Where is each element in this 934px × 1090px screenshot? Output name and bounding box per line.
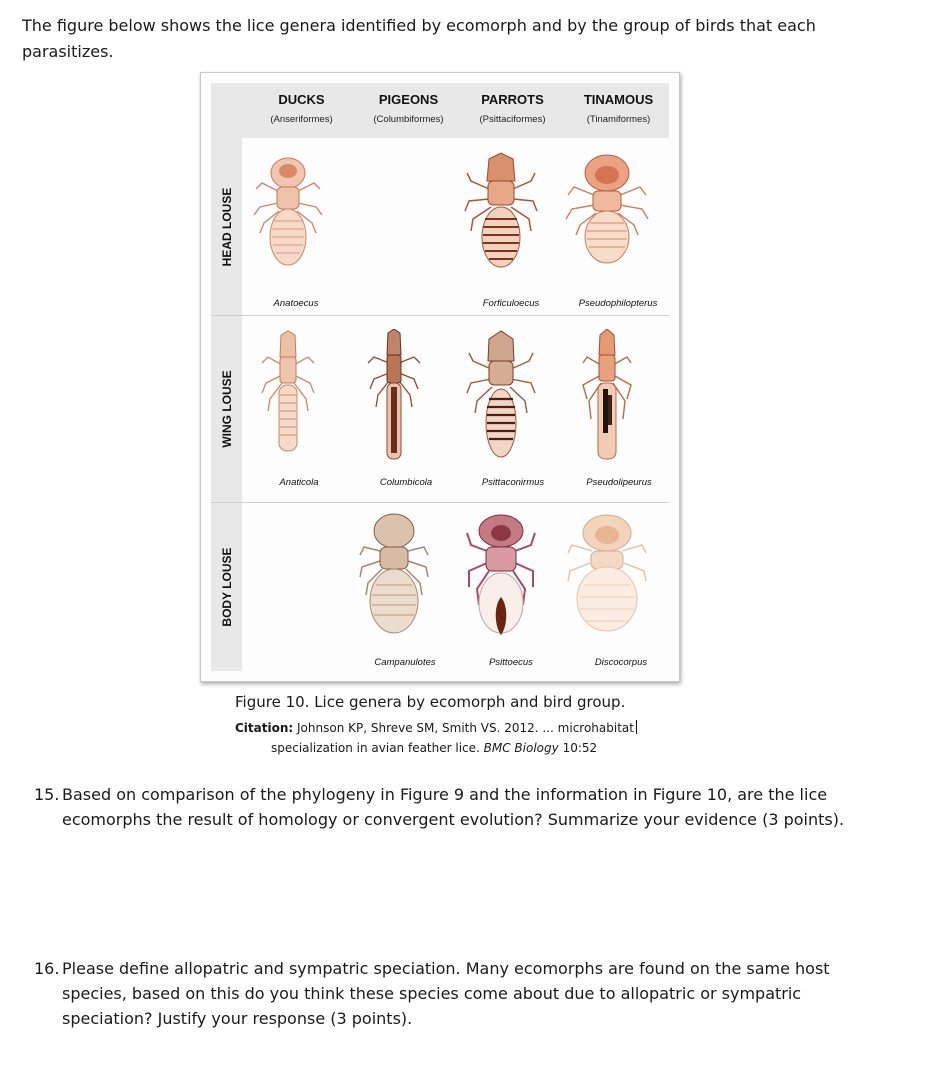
column-header-parrots [460, 91, 565, 128]
question-16 [34, 956, 884, 1031]
louse-image-pseudophilopterus [554, 151, 659, 276]
row-divider [211, 502, 669, 503]
column-name: TINAMOUS [583, 92, 654, 107]
column-order: (Anseriformes) [270, 114, 333, 125]
citation-line2 [235, 738, 695, 758]
column-header-ducks [249, 91, 354, 128]
lice-figure [200, 72, 680, 682]
question-number: 15. [34, 785, 60, 804]
genus-label: Psittaconirmus [481, 477, 545, 488]
genus-label: Forficuloecus [482, 298, 540, 309]
louse-image-forficuloecus [448, 151, 553, 276]
column-header-tinamous [566, 91, 671, 128]
question-number: 16. [34, 959, 60, 978]
figure-citation [235, 718, 695, 758]
genus-label: Campanulotes [374, 657, 436, 668]
genus-label: Columbicola [379, 477, 433, 488]
louse-image-discocorpus [554, 511, 659, 641]
genus-label: Pseudolipeurus [586, 477, 652, 488]
louse-image-anaticola [235, 329, 340, 467]
intro-text: The figure below shows the lice genera identified by ecomorph and by the group of birds that each parasitizes. [22, 16, 816, 61]
row-divider [211, 315, 669, 316]
citation-line1: Johnson KP, Shreve SM, Smith VS. 2012. ... microhabitat [293, 721, 634, 735]
question-text: Please define allopatric and sympatric speciation. Many ecomorphs are found on the same host species, based on this do you think these species come about due to allopatric or sympatric speciation? Justify your response (3 points). [62, 959, 830, 1028]
citation-journal: BMC Biology [483, 741, 559, 755]
row-label: HEAD LOUSE [219, 187, 234, 266]
louse-image-pseudolipeurus [554, 329, 659, 467]
louse-image-campanulotes [341, 511, 446, 641]
question-text: Based on comparison of the phylogeny in Figure 9 and the information in Figure 10, are the lice ecomorphs the result of homology or convergent evolution? Summarize your evidence (3 points). [62, 785, 845, 829]
genus-label: Discocorpus [594, 657, 648, 668]
column-order: (Columbiformes) [373, 114, 444, 125]
citation-ref: 10:52 [558, 741, 598, 755]
column-name: PIGEONS [378, 92, 439, 107]
column-header-pigeons [356, 91, 461, 128]
column-order: (Psittaciformes) [479, 114, 546, 125]
figure-caption: Figure 10. Lice genera by ecomorph and bird group. [235, 693, 626, 711]
genus-label: Anatoecus [273, 298, 319, 309]
row-label: BODY LOUSE [219, 547, 234, 627]
column-name: PARROTS [481, 92, 544, 107]
figure-header-band [211, 83, 669, 138]
text-cursor [636, 720, 637, 734]
column-name: DUCKS [278, 92, 325, 107]
row-label-body-louse [211, 503, 242, 671]
row-label: WING LOUSE [219, 370, 234, 448]
citation-label: Citation: [235, 721, 294, 735]
question-15 [34, 782, 884, 832]
column-order: (Tinamiformes) [586, 114, 651, 125]
louse-image-psittaconirmus [448, 329, 553, 467]
genus-label: Pseudophilopterus [578, 298, 658, 309]
genus-label: Anaticola [279, 477, 319, 488]
louse-image-anatoecus [235, 151, 340, 276]
genus-label: Psittoecus [489, 657, 533, 668]
louse-image-columbicola [341, 329, 446, 467]
citation-line2-text: specialization in avian feather lice. [271, 741, 484, 755]
louse-image-psittoecus [448, 511, 553, 641]
